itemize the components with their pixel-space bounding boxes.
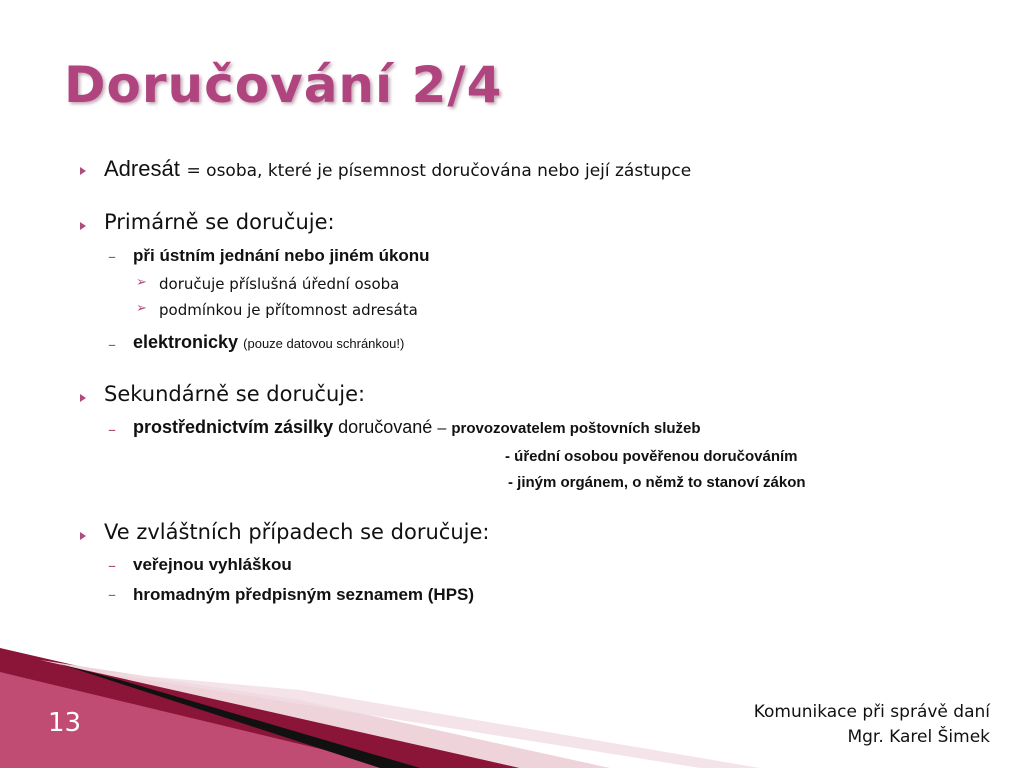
triangle-bullet-icon <box>80 532 86 540</box>
sub-elektronicky <box>133 332 404 353</box>
chevron-bullet-icon: ➢ <box>136 301 147 316</box>
dash-bullet-icon: – <box>108 420 116 439</box>
bullet-primarne: Primárně se doručuje: <box>104 210 335 234</box>
dash-bullet-icon: – <box>108 556 116 575</box>
dash-separator: – <box>437 420 447 437</box>
dorucovane-label: doručované <box>338 417 433 437</box>
subsub-podminkou: podmínkou je přítomnost adresáta <box>159 301 418 319</box>
chevron-bullet-icon: ➢ <box>136 275 147 290</box>
provozovatelem-label: provozovatelem poštovních služeb <box>451 420 701 437</box>
line-uredni-osobou: - úřední osobou pověřenou doručováním <box>505 448 798 465</box>
triangle-bullet-icon <box>80 167 86 175</box>
dash-bullet-icon: – <box>108 335 116 354</box>
sub-pri-ustnim: při ústním jednání nebo jiném úkonu <box>133 246 430 265</box>
sub-hromadnym: hromadným předpisným seznamem (HPS) <box>133 585 475 604</box>
sub-verejnou: veřejnou vyhláškou <box>133 555 292 574</box>
triangle-bullet-icon <box>80 222 86 230</box>
dash-bullet-icon: – <box>108 585 116 604</box>
footer-author: Mgr. Karel Šimek <box>847 727 990 747</box>
adresat-definition: = osoba, které je písemnost doručována nebo její zástupce <box>186 161 692 181</box>
dash-bullet-icon: – <box>108 247 116 266</box>
subsub-dorucuje-osoba: doručuje příslušná úřední osoba <box>159 275 400 293</box>
footer-course: Komunikace při správě daní <box>753 702 990 722</box>
footer <box>754 700 990 750</box>
adresat-term: Adresát <box>104 156 180 181</box>
elektronicky-label: elektronicky <box>133 332 239 352</box>
sub-prostrednictvim <box>133 417 701 438</box>
slide-title: Doručování 2/4 <box>64 56 503 114</box>
bullet-zvlastnich: Ve zvláštních případech se doručuje: <box>104 520 490 544</box>
bullet-adresat <box>104 156 691 182</box>
bullet-sekundarne: Sekundárně se doručuje: <box>104 382 366 406</box>
line-jinym-organem: - jiným orgánem, o němž to stanoví zákon <box>508 474 806 491</box>
slide-number: 13 <box>48 708 82 738</box>
triangle-bullet-icon <box>80 394 86 402</box>
elektronicky-note: (pouze datovou schránkou!) <box>243 336 405 351</box>
prostrednictvim-label: prostřednictvím zásilky <box>133 417 334 437</box>
